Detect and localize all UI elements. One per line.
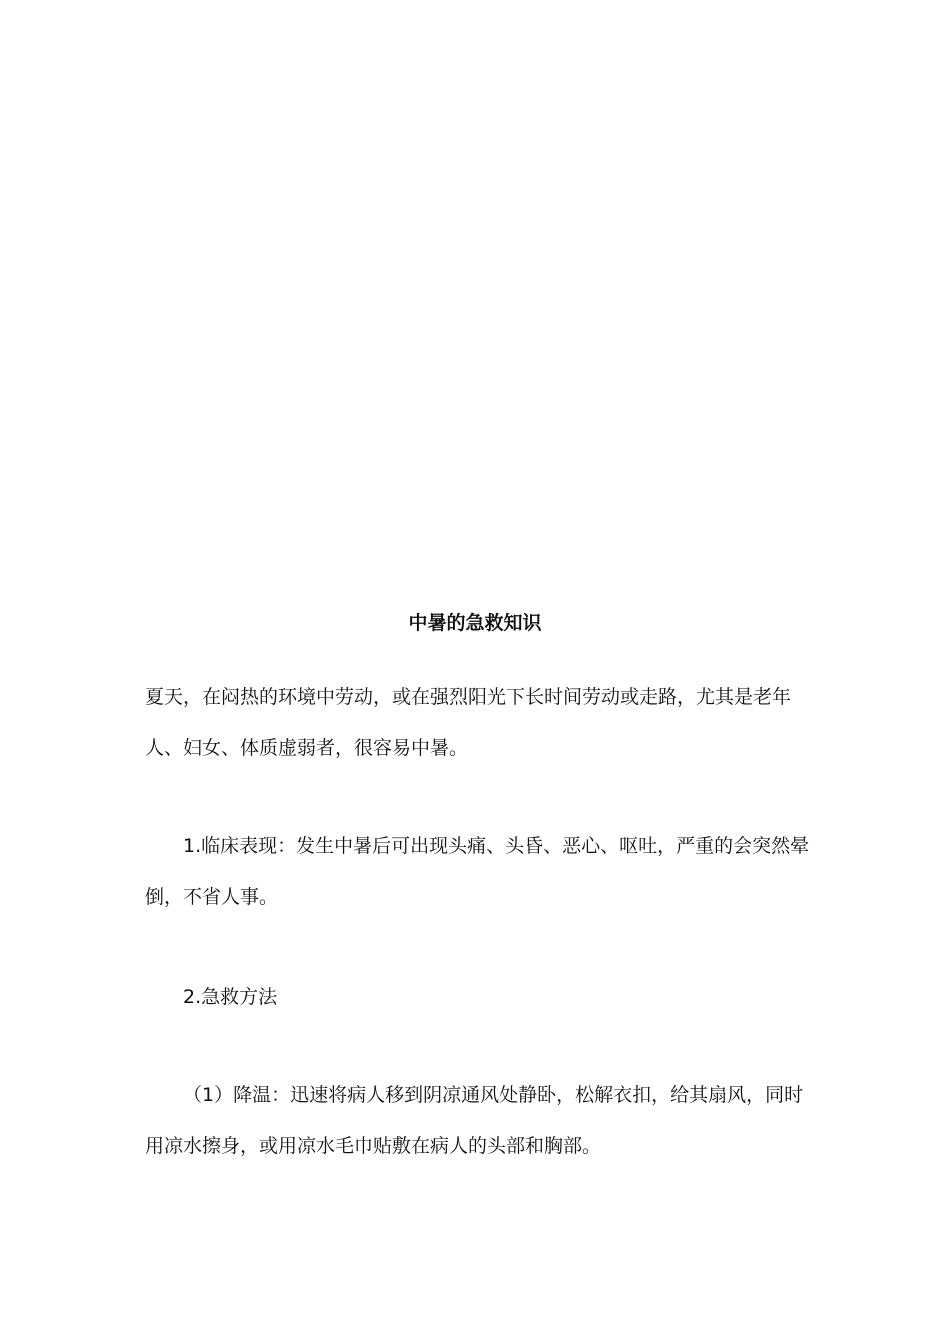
paragraph-clinical-symptoms: 1.临床表现：发生中暑后可出现头痛、头昏、恶心、呕吐，严重的会突然晕倒，不省人事。 xyxy=(145,835,810,908)
paragraph-first-aid-heading: 2.急救方法 xyxy=(183,986,278,1008)
paragraph-cooling-method: （1）降温：迅速将病人移到阴凉通风处静卧，松解衣扣，给其扇风，同时用凉水擦身，或用凉水毛巾贴敷在病人的头部和胸部。 xyxy=(145,1084,804,1157)
document-title: 中暑的急救知识 xyxy=(408,612,542,634)
paragraph-intro: 夏天，在闷热的环境中劳动，或在强烈阳光下长时间劳动或走路，尤其是老年人、妇女、体质虚弱者，很容易中暑。 xyxy=(145,686,792,759)
